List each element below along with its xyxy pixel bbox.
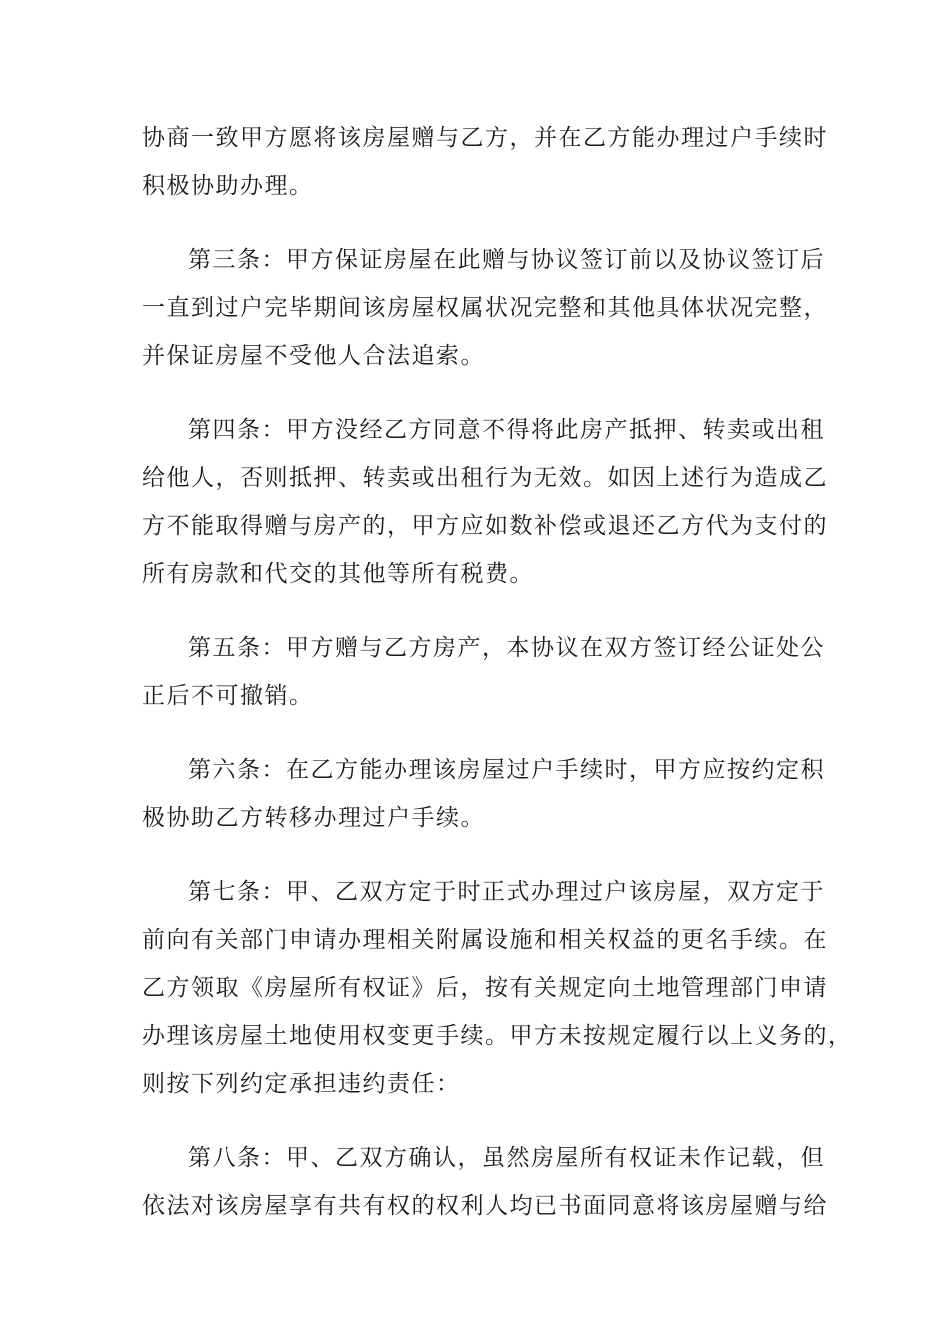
- paragraph-article-6: [142, 746, 825, 842]
- paragraph-line: 所有房款和代交的其他等所有税费。: [142, 561, 534, 587]
- paragraph-article-5: [142, 624, 825, 720]
- paragraph-line: 给他人，否则抵押、转卖或出租行为无效。如因上述行为造成乙: [142, 465, 828, 491]
- paragraph-line: 乙方领取《房屋所有权证》后，按有关规定向土地管理部门申请: [142, 975, 828, 1001]
- paragraph-line: 极协助乙方转移办理过户手续。: [142, 805, 485, 831]
- paragraph-line: 依法对该房屋享有共有权的权利人均已书面同意将该房屋赠与给: [142, 1193, 828, 1219]
- paragraph-line: 第六条：在乙方能办理该房屋过户手续时，甲方应按约定积: [188, 757, 825, 783]
- paragraph-line: 第八条：甲、乙双方确认，虽然房屋所有权证未作记载，但: [188, 1145, 825, 1171]
- paragraph-article-8: [142, 1134, 828, 1230]
- paragraph-article-3: [142, 236, 828, 380]
- paragraph-line: 第三条：甲方保证房屋在此赠与协议签订前以及协议签订后: [188, 247, 825, 273]
- paragraph-line: 办理该房屋土地使用权变更手续。甲方未按规定履行以上义务的，: [142, 1023, 853, 1049]
- paragraph-line: 协商一致甲方愿将该房屋赠与乙方，并在乙方能办理过户手续时: [142, 125, 828, 151]
- paragraph-line: 则按下列约定承担违约责任：: [142, 1071, 461, 1097]
- paragraph-line: 前向有关部门申请办理相关附属设施和相关权益的更名手续。在: [142, 927, 828, 953]
- paragraph-line: 并保证房屋不受他人合法追索。: [142, 343, 485, 369]
- paragraph-line: 第五条：甲方赠与乙方房产，本协议在双方签订经公证处公: [188, 635, 825, 661]
- paragraph-line: 第四条：甲方没经乙方同意不得将此房产抵押、转卖或出租: [188, 417, 825, 443]
- paragraph-line: 正后不可撤销。: [142, 683, 314, 709]
- paragraph-line: 方不能取得赠与房产的，甲方应如数补偿或退还乙方代为支付的: [142, 513, 828, 539]
- paragraph-continuation: [142, 114, 828, 210]
- paragraph-article-4: [142, 406, 828, 598]
- paragraph-line: 一直到过户完毕期间该房屋权属状况完整和其他具体状况完整，: [142, 295, 828, 321]
- document-body: [142, 114, 853, 1256]
- paragraph-article-7: [142, 868, 853, 1108]
- paragraph-line: 积极协助办理。: [142, 173, 314, 199]
- paragraph-line: 第七条：甲、乙双方定于时正式办理过户该房屋，双方定于: [188, 879, 825, 905]
